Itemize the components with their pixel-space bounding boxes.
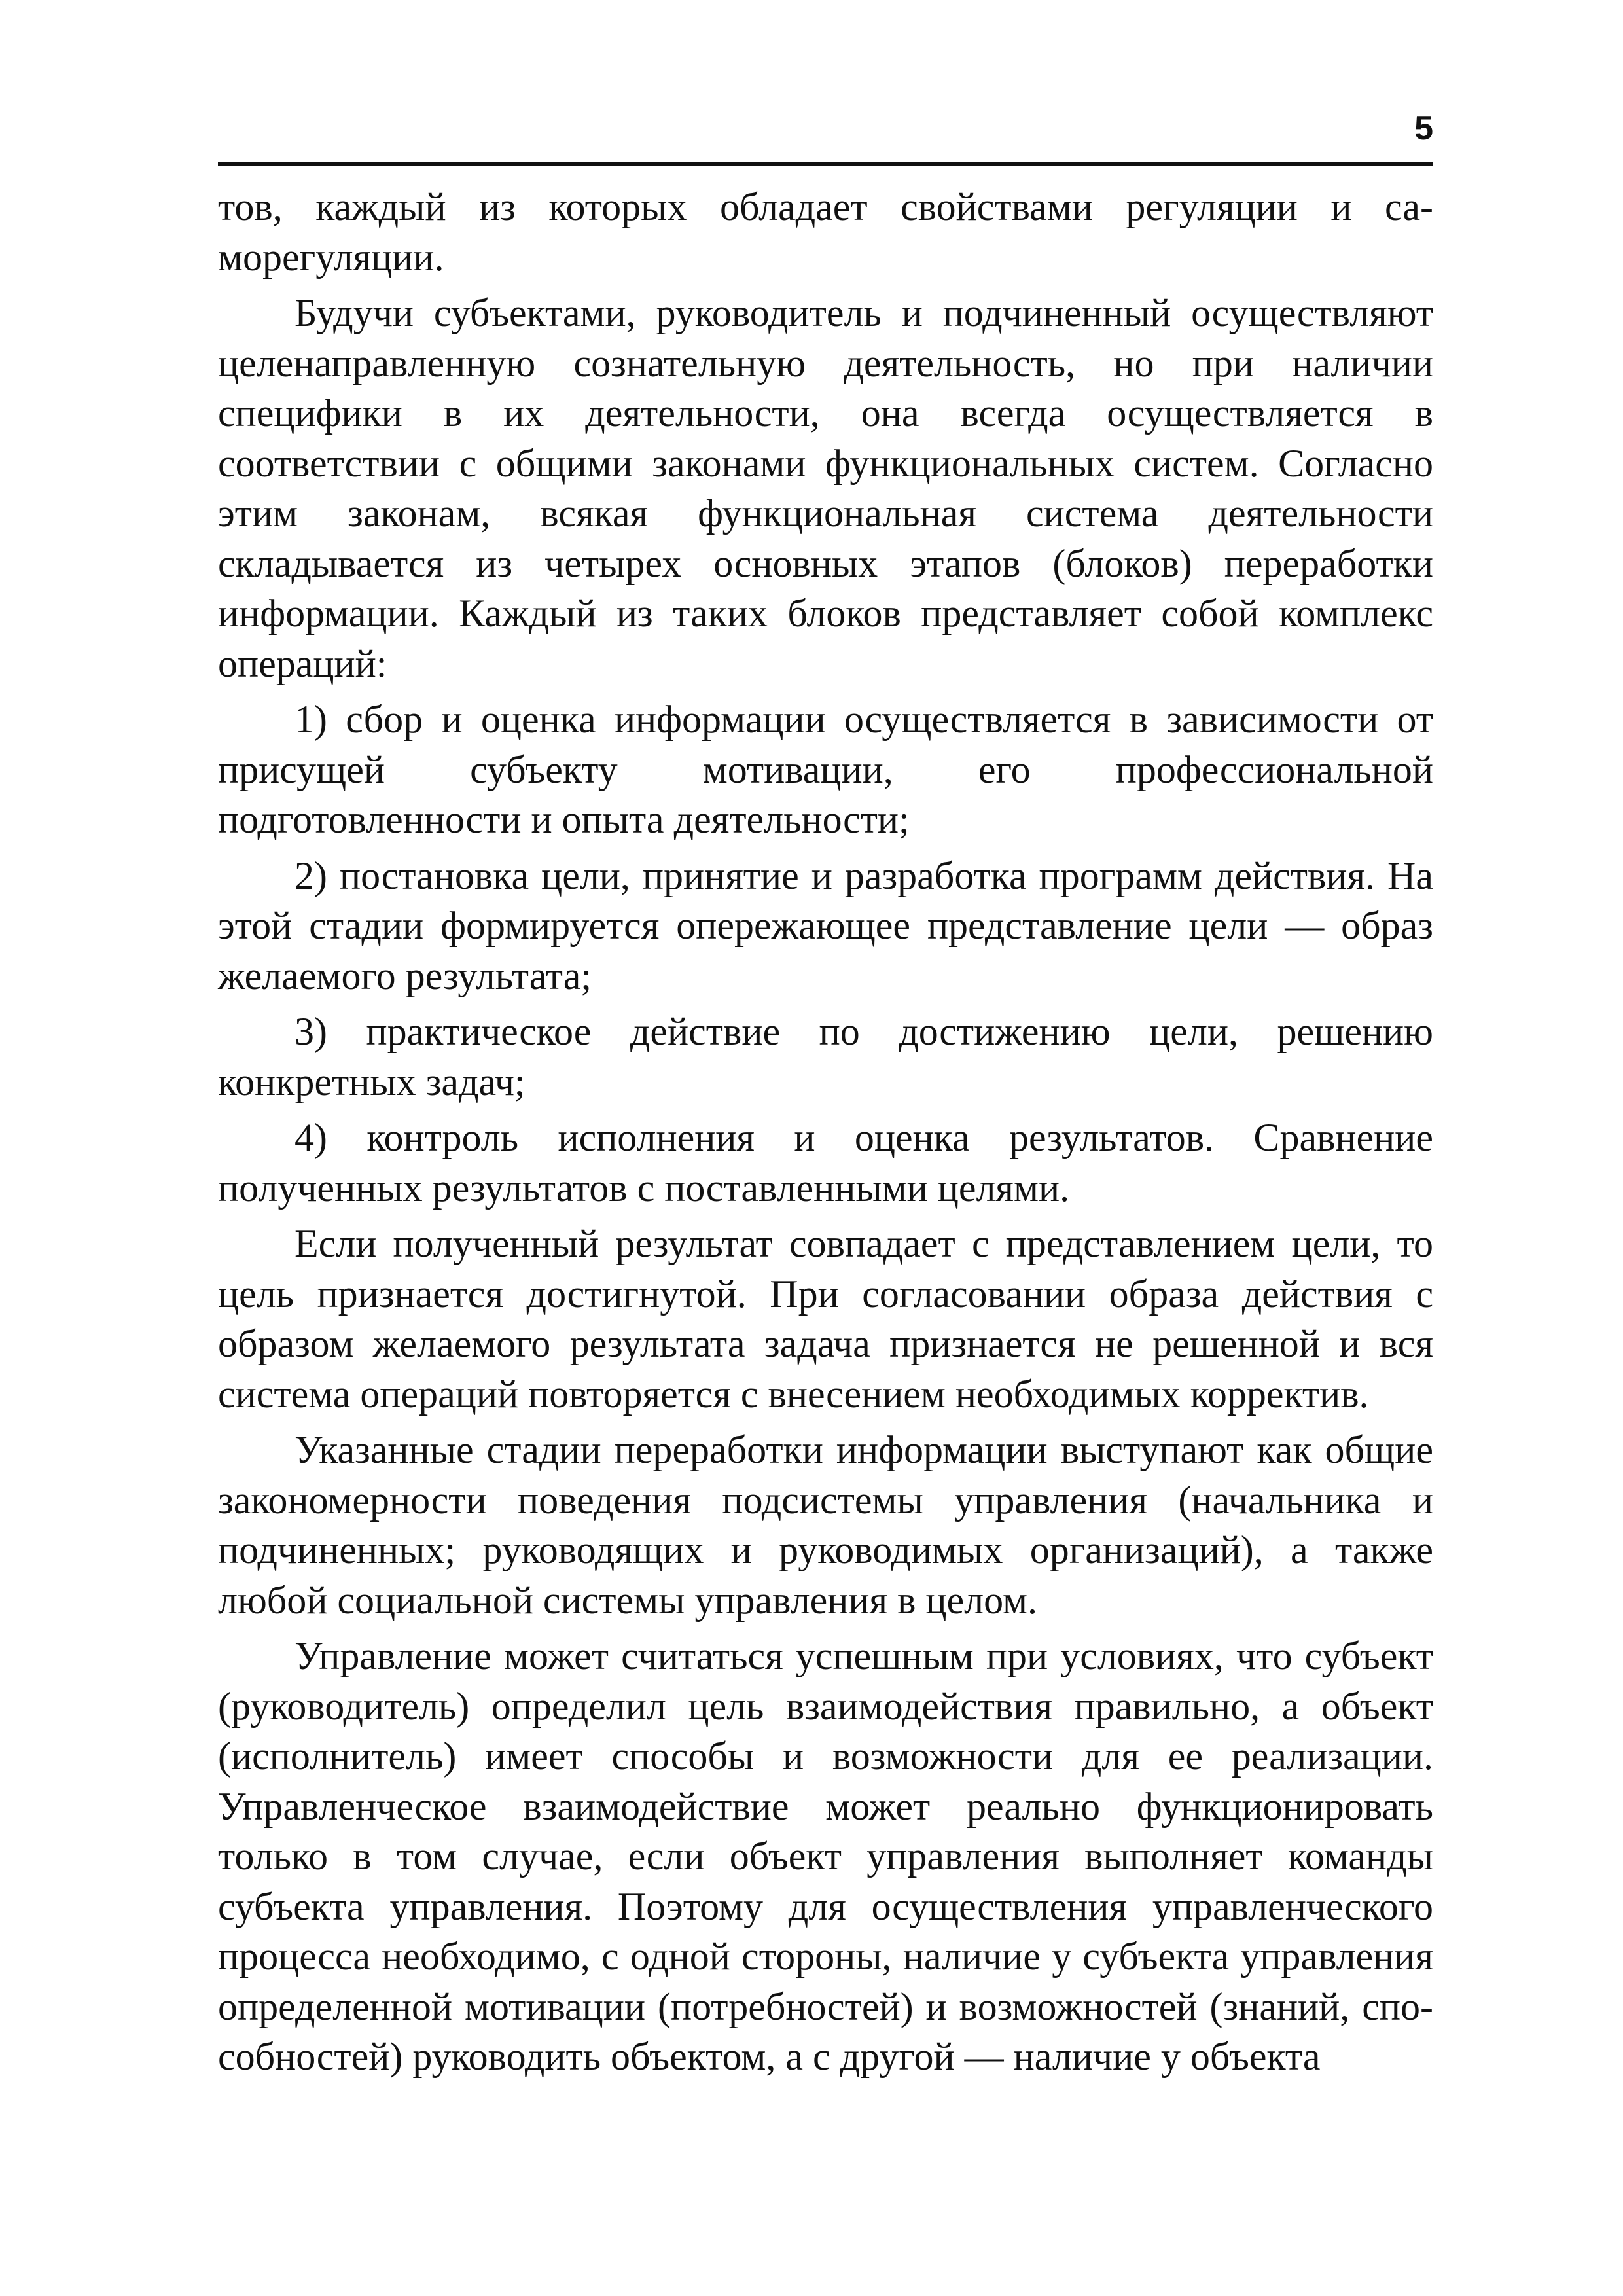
list-item-2: 2) постановка цели, принятие и разработка программ действия. На этой стадии формируется опережающее представление цели — образ желаемого результата; (218, 853, 1433, 997)
body-text (218, 182, 1433, 2088)
list-item-4: 4) контроль исполнения и оценка результатов. Сравнение полученных результатов с поставленными целями. (218, 1116, 1433, 1210)
paragraph-subjects: Будучи субъектами, руководитель и подчиненный осуществляют целенаправленную сознательную деятельность, но при наличии специфики в их деятельности, она всегда осуществляется в соответствии с общими законами функциональных систем. Согласно этим законам, всякая функциональная система деятельности складывается из четырех основных этапов (блоков) переработки информации. Каждый из таких блоков представляет собой комплекс операций: (218, 291, 1433, 685)
paragraph-continuation: тов, каждый из которых обладает свойствами регуляции и саморегуляции. (218, 185, 1433, 279)
page-number: 5 (1414, 109, 1433, 147)
paragraph-stages: Указанные стадии переработки информации выступают как общие закономерности поведения подсистемы управления (начальника и подчиненных; руководящих и руководимых организаций), а также любой социальной системы управления в целом. (218, 1428, 1433, 1622)
list-item-1: 1) сбор и оценка информации осуществляется в зависимости от присущей субъекту мотивации, его профессиональной подготовленности и опыта деятельности; (218, 698, 1433, 841)
list-item-3: 3) практическое действие по достижению цели, решению конкретных задач; (218, 1010, 1433, 1103)
paragraph-result: Если полученный результат совпадает с представлением цели, то цель признается достигнутой. При согласовании образа действия с образом желаемого результата задача признается не решенной и вся система операций повторяется с внесением необходимых корректив. (218, 1222, 1433, 1416)
header-rule (218, 162, 1433, 166)
paragraph-management: Управление может считаться успешным при условиях, что субъект (руководитель) определил цель взаимодействия правильно, а объект (исполнитель) имеет способы и возможности для ее реализации. Управленческое взаимодействие может реально функционировать только в том случае, если объект управления выполняет команды субъекта управления. Поэтому для осуществления управленческого процесса необходимо, с одной стороны, наличие у субъекта управления определенной мотивации (потребностей) и возможностей (знаний, способностей) руководить объектом, а с другой — наличие у объекта (218, 1634, 1433, 2078)
book-page (218, 105, 1433, 2238)
